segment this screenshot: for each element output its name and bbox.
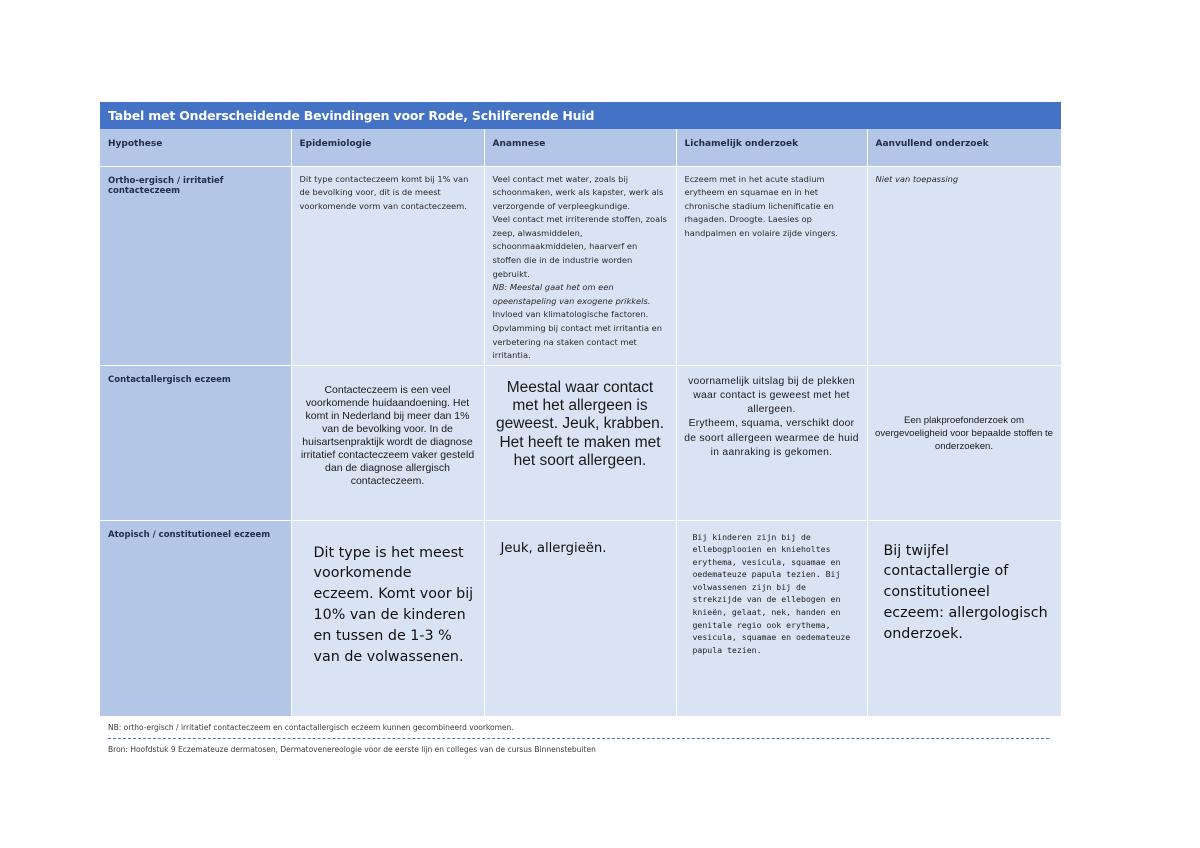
cell-anamnese xyxy=(484,520,676,716)
cell-text: Bij twijfel contactallergie of constitutioneel eczeem: allergologisch onderzoek. xyxy=(883,542,1048,643)
header-epidemiologie: Epidemiologie xyxy=(291,129,484,166)
cell-anamnese xyxy=(484,365,676,520)
table-title: Tabel met Onderscheidende Bevindingen voor Rode, Schilferende Huid xyxy=(100,102,1061,129)
lichamelijk-paragraph: Erytheem, squama, verschikt door de soort allergeen wearmee de huid in aanraking is gekomen. xyxy=(684,418,859,458)
cell-text: Jeuk, allergieën. xyxy=(500,540,607,556)
cell-aanvullend xyxy=(867,166,1061,365)
cell-text xyxy=(485,167,676,363)
cell-text: Eczeem met in het acute stadium erytheem en squamae en in het chronische stadium lichenificatie en rhagaden. Droogte. Laesies op handpalmen en volaire zijde vingers. xyxy=(684,173,838,238)
header-lichamelijk-onderzoek: Lichamelijk onderzoek xyxy=(676,129,867,166)
cell-text: Meestal waar contact met het allergeen is geweest. Jeuk, krabben. Het heeft te maken met het soort allergeen. xyxy=(495,378,665,470)
differential-table-sheet xyxy=(100,102,1061,754)
cell-lichamelijk xyxy=(676,365,867,520)
cell-text xyxy=(677,366,867,461)
cell-text: Dit type is het meest voorkomende eczeem. Komt voor bij 10% van de kinderen en tussen de 1-3 % van de volwassenen. xyxy=(313,544,474,666)
anamnese-note: NB: Meestal gaat het om een opeenstapeling van exogene prikkels. xyxy=(492,282,651,306)
cell-anamnese xyxy=(484,166,676,365)
anamnese-paragraph: Invloed van klimatologische factoren. xyxy=(492,309,649,320)
cell-text: Contacteczeem is een veel voorkomende huidaandoening. Het komt in Nederland bij meer dan 1% van de bevolking voor. In de huisartsenpraktijk wordt de diagnose irritatief contacteczeem vaker gesteld dan de diagnose allergisch contacteczeem. xyxy=(300,383,475,488)
row-hypothese: Atopisch / constitutioneel eczeem xyxy=(100,520,291,716)
header-hypothese: Hypothese xyxy=(100,129,291,166)
cell-text: Niet van toepassing xyxy=(875,173,959,184)
anamnese-paragraph: Veel contact met irriterende stoffen, zoals zeep, alwasmiddelen, schoonmaakmiddelen, haarverf en stoffen die in de industrie worden gebruikt. xyxy=(492,214,667,279)
findings-table xyxy=(100,129,1062,717)
source-citation: Bron: Hoofdstuk 9 Eczemateuze dermatosen, Dermatovenereologie voor de eerste lijn en colleges van de cursus Binnenstebuiten xyxy=(108,744,596,754)
lichamelijk-paragraph: voornamelijk uitslag bij de plekken waar contact is geweest met het allergeen. xyxy=(688,375,855,416)
cell-lichamelijk xyxy=(676,166,867,365)
cell-aanvullend xyxy=(867,520,1061,716)
table-row xyxy=(100,520,1061,716)
row-hypothese: Contactallergisch eczeem xyxy=(100,365,291,520)
header-anamnese: Anamnese xyxy=(484,129,676,166)
cell-text: Bij kinderen zijn bij de ellebogplooien en knieholtes erythema, vesicula, squamae en oedemateuze papula tezien. Bij volwassenen zijn bij de strekzijde van de ellebogen en knieën, gelaat, nek, handen en genitale regio ook erythema, vesicula, squamae en oedemateuze papula tezien. xyxy=(692,531,851,655)
cell-text: Een plakproefonderzoek om overgevoeligheid voor bepaalde stoffen te onderzoeken. xyxy=(875,414,1053,452)
row-hypothese: Ortho-ergisch / irritatief contacteczeem xyxy=(100,166,291,365)
cell-epidemiologie xyxy=(291,520,484,716)
anamnese-paragraph: Veel contact met water, zoals bij schoonmaken, werk als kapster, werk als verzorgende of verpleegkundige. xyxy=(492,173,664,211)
header-row xyxy=(100,129,1061,166)
cell-epidemiologie xyxy=(291,365,484,520)
header-aanvullend-onderzoek: Aanvullend onderzoek xyxy=(867,129,1061,166)
table-footnote: NB: ortho-ergisch / irritatief contacteczeem en contactallergisch eczeem kunnen gecombineerd voorkomen. xyxy=(108,722,514,732)
cell-lichamelijk xyxy=(676,520,867,716)
table-row xyxy=(100,166,1061,365)
table-row xyxy=(100,365,1061,520)
cell-epidemiologie xyxy=(291,166,484,365)
anamnese-paragraph: Opvlamming bij contact met irritantia en verbetering na staken contact met irritantia. xyxy=(492,323,663,361)
cell-text: Dit type contacteczeem komt bij 1% van de bevolking voor, dit is de meest voorkomende vorm van contacteczeem. xyxy=(299,173,469,211)
cell-aanvullend xyxy=(867,365,1061,520)
